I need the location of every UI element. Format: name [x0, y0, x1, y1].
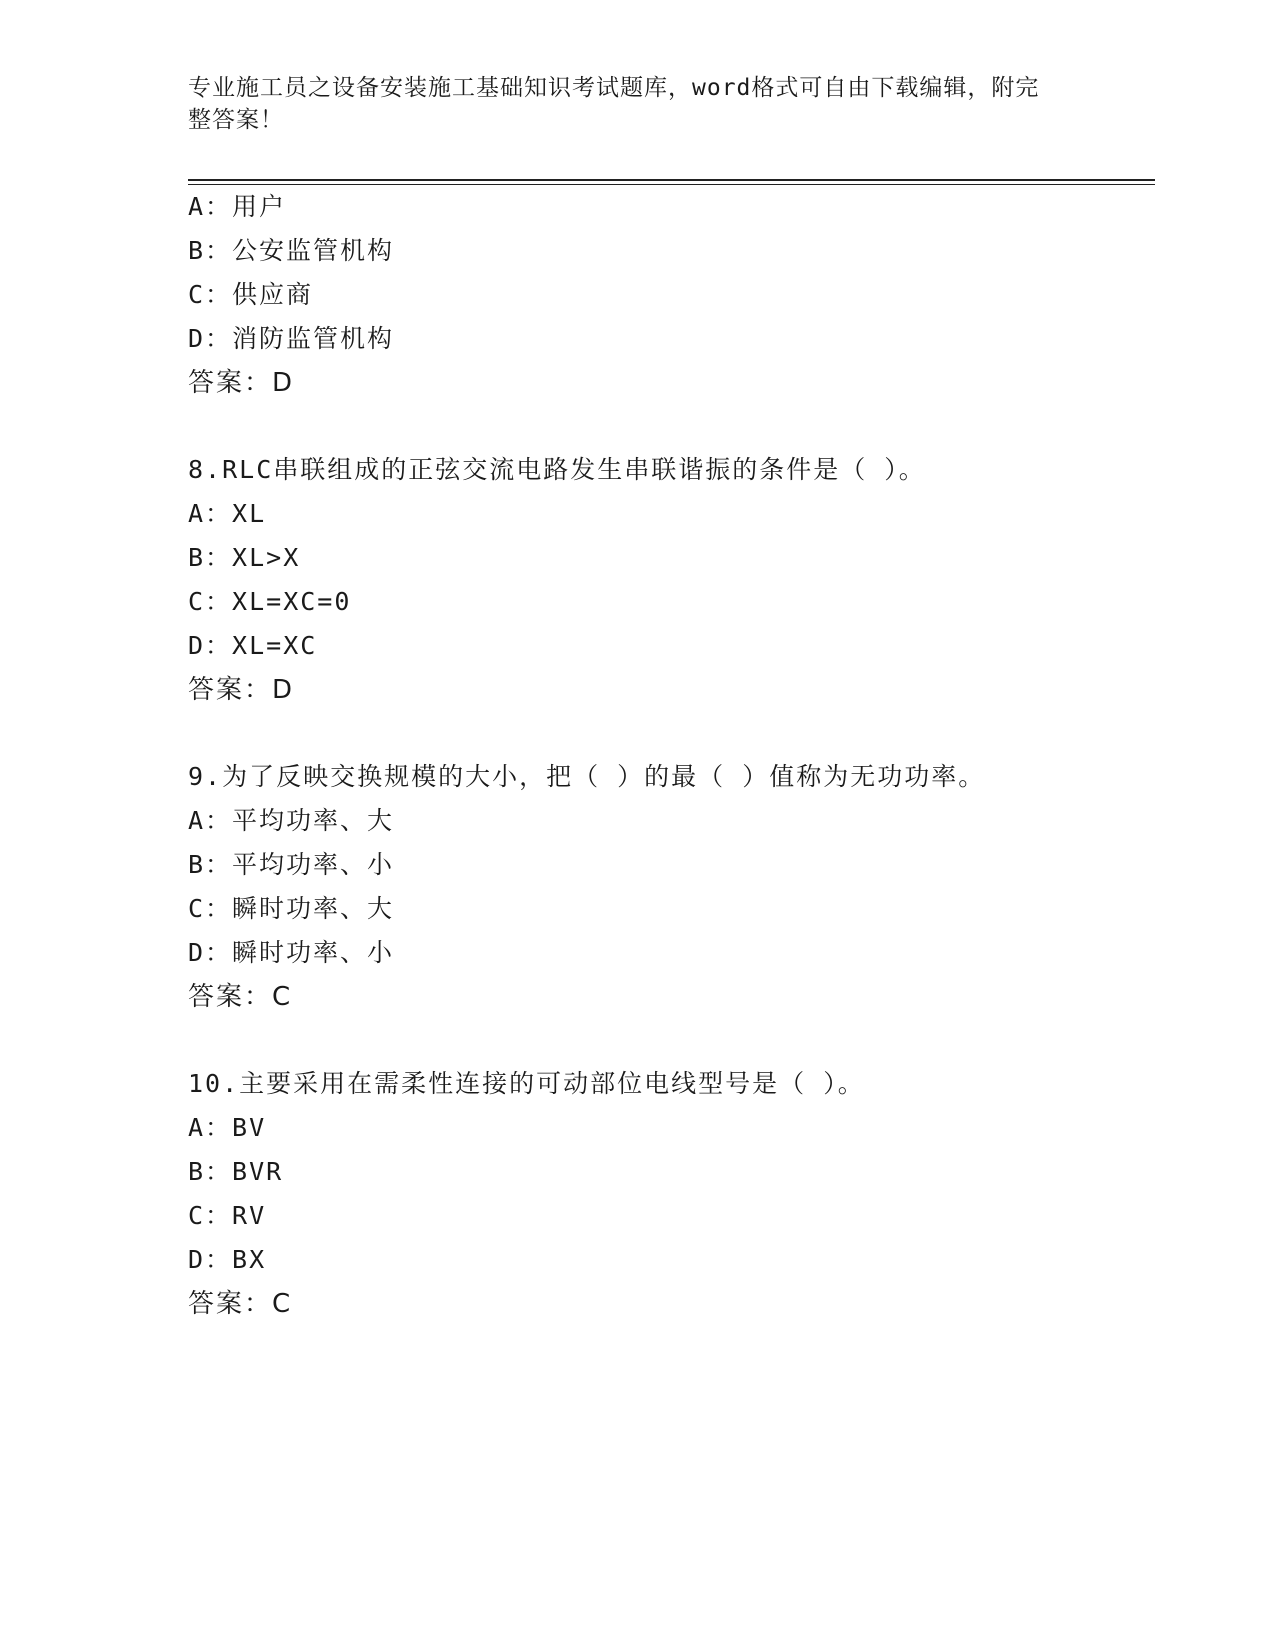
option-b: B：BVR: [188, 1157, 284, 1186]
option-b: B：XL>X: [188, 543, 301, 572]
header-line-1: 专业施工员之设备安装施工基础知识考试题库，word格式可自由下载编辑，附完: [188, 75, 1040, 101]
header-line-2: 整答案！: [188, 107, 284, 133]
answer: 答案：D: [188, 675, 295, 705]
question-stem: 8.RLC串联组成的正弦交流电路发生串联谐振的条件是（ ）。: [188, 455, 926, 484]
option-b: B：平均功率、小: [188, 850, 395, 879]
option-c: C：供应商: [188, 280, 314, 309]
option-c: C：XL=XC=0: [188, 587, 352, 616]
option-a: A：XL: [188, 499, 267, 528]
option-a: A：平均功率、大: [188, 806, 395, 835]
header-divider-thick: [188, 179, 1155, 181]
answer: 答案：C: [188, 982, 293, 1012]
question-stem: 9.为了反映交换规模的大小，把（ ）的最（ ）值称为无功功率。: [188, 762, 986, 791]
option-c: C：RV: [188, 1201, 267, 1230]
header-divider-thin: [188, 184, 1155, 185]
option-d: D：BX: [188, 1245, 267, 1274]
option-a: A：BV: [188, 1113, 267, 1142]
option-a: A：用户: [188, 192, 287, 221]
option-c: C：瞬时功率、大: [188, 894, 395, 923]
question-stem: 10.主要采用在需柔性连接的可动部位电线型号是（ ）。: [188, 1069, 865, 1098]
answer: 答案：C: [188, 1289, 293, 1319]
answer: 答案：D: [188, 368, 295, 398]
option-d: D：XL=XC: [188, 631, 318, 660]
option-d: D：消防监管机构: [188, 324, 395, 353]
document-header: [188, 72, 1068, 136]
option-d: D：瞬时功率、小: [188, 938, 395, 967]
option-b: B：公安监管机构: [188, 236, 395, 265]
